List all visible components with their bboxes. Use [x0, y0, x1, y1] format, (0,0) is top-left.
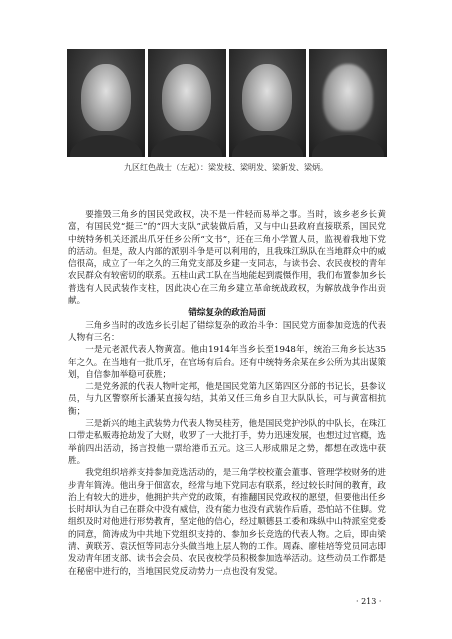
paragraph: 三角乡当时的改选乡长引起了错综复杂的政治斗争：国民党方面参加竞选的代表人物有三名： [68, 320, 386, 343]
paragraph: 二是党务派的代表人物叶定邦，他是国民党第九区第四区分部的书记长，县参议员，与九区警察所长潘某直接勾结，其弟又任三角乡自卫大队队长，可与黄富相抗衡； [68, 382, 386, 417]
section-heading: 错综复杂的政治局面 [188, 308, 266, 319]
paragraph: 我党组织培养支持参加竞选活动的，是三角学校校董会董事、管理学校财务的进步青年简涛。他出身于佃富农，经常与地下党同志有联系，经过较长时间的教育，政治上有较大的进步，他拥护共产党的政策，有推翻国民党政权的愿望，但要他出任乡长时却认为自己在群众中没有威信，没有能力也没有武装作后盾，恐怕站不住脚。党组织及时对他进行形势教育，坚定他的信心，经过顺德县工委和珠纵中山特派室党委的同意，简涛成为中共地下党组织支持的、参加乡长竞选的代表人物。之后，即由梁清、黄联芳、袁沃恒等同志分头做当地上层人物的工作。周森、廖桂培等党员同志即发动青年团支部、读书会会员、农民夜校学员积极参加选举活动。这些动员工作都是在秘密中进行的，当地国民党反动势力一点也没有发觉。 [68, 468, 386, 577]
photo-strip [67, 49, 387, 157]
photo-caption: 九区红色战士（左起）：梁发枝、梁明发、梁新发、梁炳。 [124, 163, 328, 172]
paragraph: 一是元老派代表人物黄富。他由1914年当乡长至1948年，统治三角乡长达35年之久。在当地有一批爪牙，在官场有后台。还有中统特务余某在乡公所为其出谋策划，自信参加举稳可获胜； [68, 345, 386, 380]
portrait-photo [67, 49, 145, 157]
paragraph: 要推毁三角乡的国民党政权，决不是一件轻而易举之事。当时，该乡老乡长黄富，有国民党“挺三”的“四大支队”武装做后盾，又与中山县政府直接联系，国民党中统特务机关还派出爪牙任乡公所“文书”，还在三角小学置人员，监视着我地下党的活动。但是，敌人内部的派别斗争是可以利用的，且我珠江纵队在当地群众中的威信很高，成立了一年之久的三角党支部及乡建一支同志，与读书会、农民夜校的青年农民群众有较密切的联系。五桂山武工队在当地能起到震慑作用，我们布置参加乡长普选有人民武装作支柱，因此决心在三角乡建立革命统战政权，为解放战争作出贡献。 [68, 210, 386, 307]
portrait-photo [309, 49, 387, 157]
portrait-photo [229, 49, 307, 157]
portrait-photo [148, 49, 226, 157]
page-number: · 213 · [356, 597, 382, 606]
body-text [68, 209, 386, 578]
paragraph: 三是新兴的地主武装势力代表人物吴桂芳，他是国民党护沙队的中队长，在珠江口带走私贩毒抢劫发了大财，收罗了一大批打手，势力迅速发展，也想过过官瘾，选举前四出活动，扬言投他一票给港币五元。这三人形成鼎足之势，都想在改选中获胜。 [68, 419, 386, 466]
